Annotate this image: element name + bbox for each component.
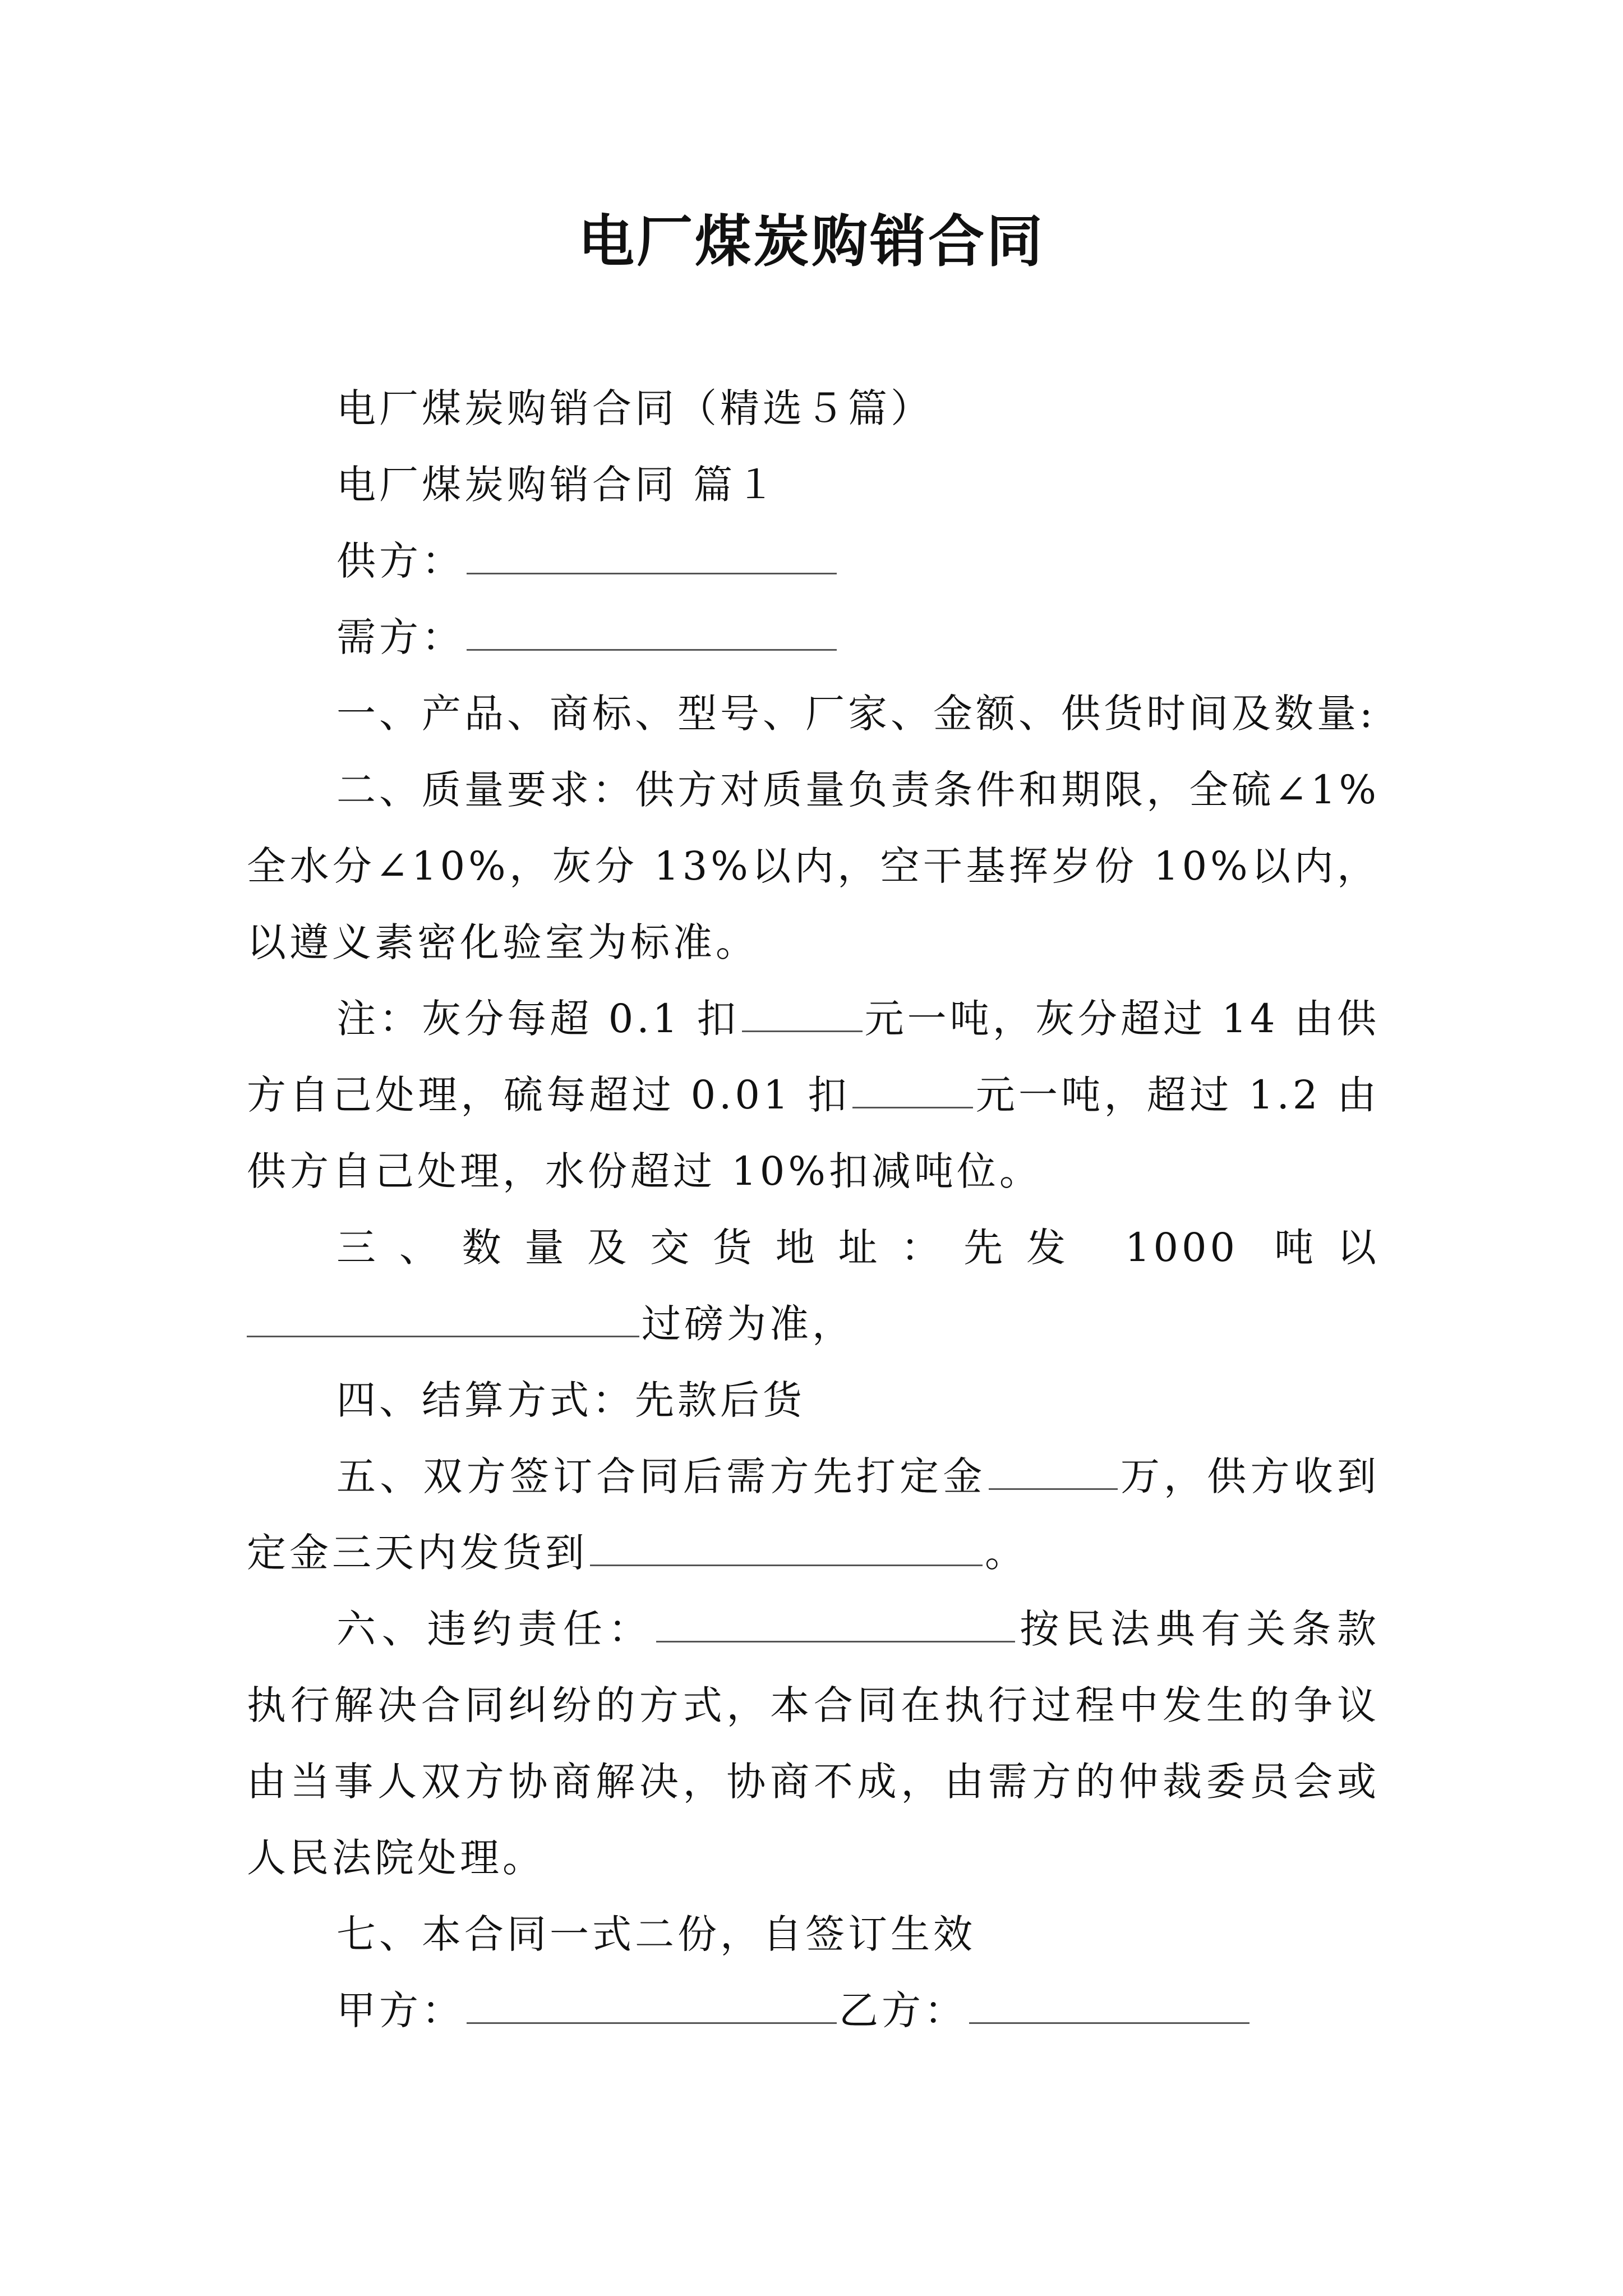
party-a-label: 甲方： (336, 1987, 464, 2033)
buyer-line (247, 599, 1380, 675)
signature-line (247, 1972, 1380, 2049)
deposit-blank (989, 1488, 1118, 1490)
party-b-blank (969, 2022, 1249, 2024)
document-body (247, 370, 1380, 2049)
party-b-label: 乙方： (839, 1987, 967, 2033)
clause-3-continued: 过磅为准， (247, 1286, 1380, 1362)
supplier-label: 供方： (336, 538, 464, 584)
document-title: 电厂煤炭购销合同 (578, 208, 1045, 274)
supplier-blank (467, 572, 837, 574)
note: 注：灰分每超 0.1 扣 元一吨，灰分超过 14 由供方自己处理，硫每超过 0.01 扣 元一吨，超过 1.2 由供方自己处理，水份超过 10%扣减吨位。 (247, 996, 1380, 1194)
note-blank-2 (852, 1106, 973, 1108)
buyer-label: 需方： (336, 614, 464, 660)
subtitle: 电厂煤炭购销合同（精选５篇） (336, 385, 933, 431)
supplier-line (247, 523, 1380, 599)
clause-6: 六、违约责任： 按民法典有关条款执行解决合同纠纷的方式，本合同在执行过程中发生的争议由当事人双方协商解决，协商不成，由需方的仲裁委员会或人民法院处理。 (247, 1606, 1380, 1881)
clause-1: 一、产品、商标、型号、厂家、金额、供货时间及数量: (336, 691, 1376, 737)
section-heading: 电厂煤炭购销合同 篇１ (336, 462, 779, 508)
clause-3: 三、数量及交货地址：先发 1000 吨以 (336, 1225, 1380, 1271)
delivery-blank (590, 1564, 983, 1566)
clause-2: 二、质量要求：供方对质量负责条件和期限，全硫∠1%全水分∠10%，灰分 13%以内，空干基挥岁份 10%以内，以遵义素密化验室为标准。 (247, 767, 1380, 965)
liability-blank (656, 1640, 1015, 1642)
clause-3-blank (247, 1335, 639, 1337)
note-blank-1 (742, 1030, 863, 1032)
clause-5: 五、双方签订合同后需方先打定金 万，供方收到定金三天内发货到 。 (247, 1453, 1380, 1576)
clause-4: 四、结算方式：先款后货 (336, 1377, 805, 1423)
party-a-blank (467, 2022, 837, 2024)
buyer-blank (467, 648, 837, 651)
clause-7: 七、本合同一式二份，自签订生效 (336, 1911, 976, 1957)
